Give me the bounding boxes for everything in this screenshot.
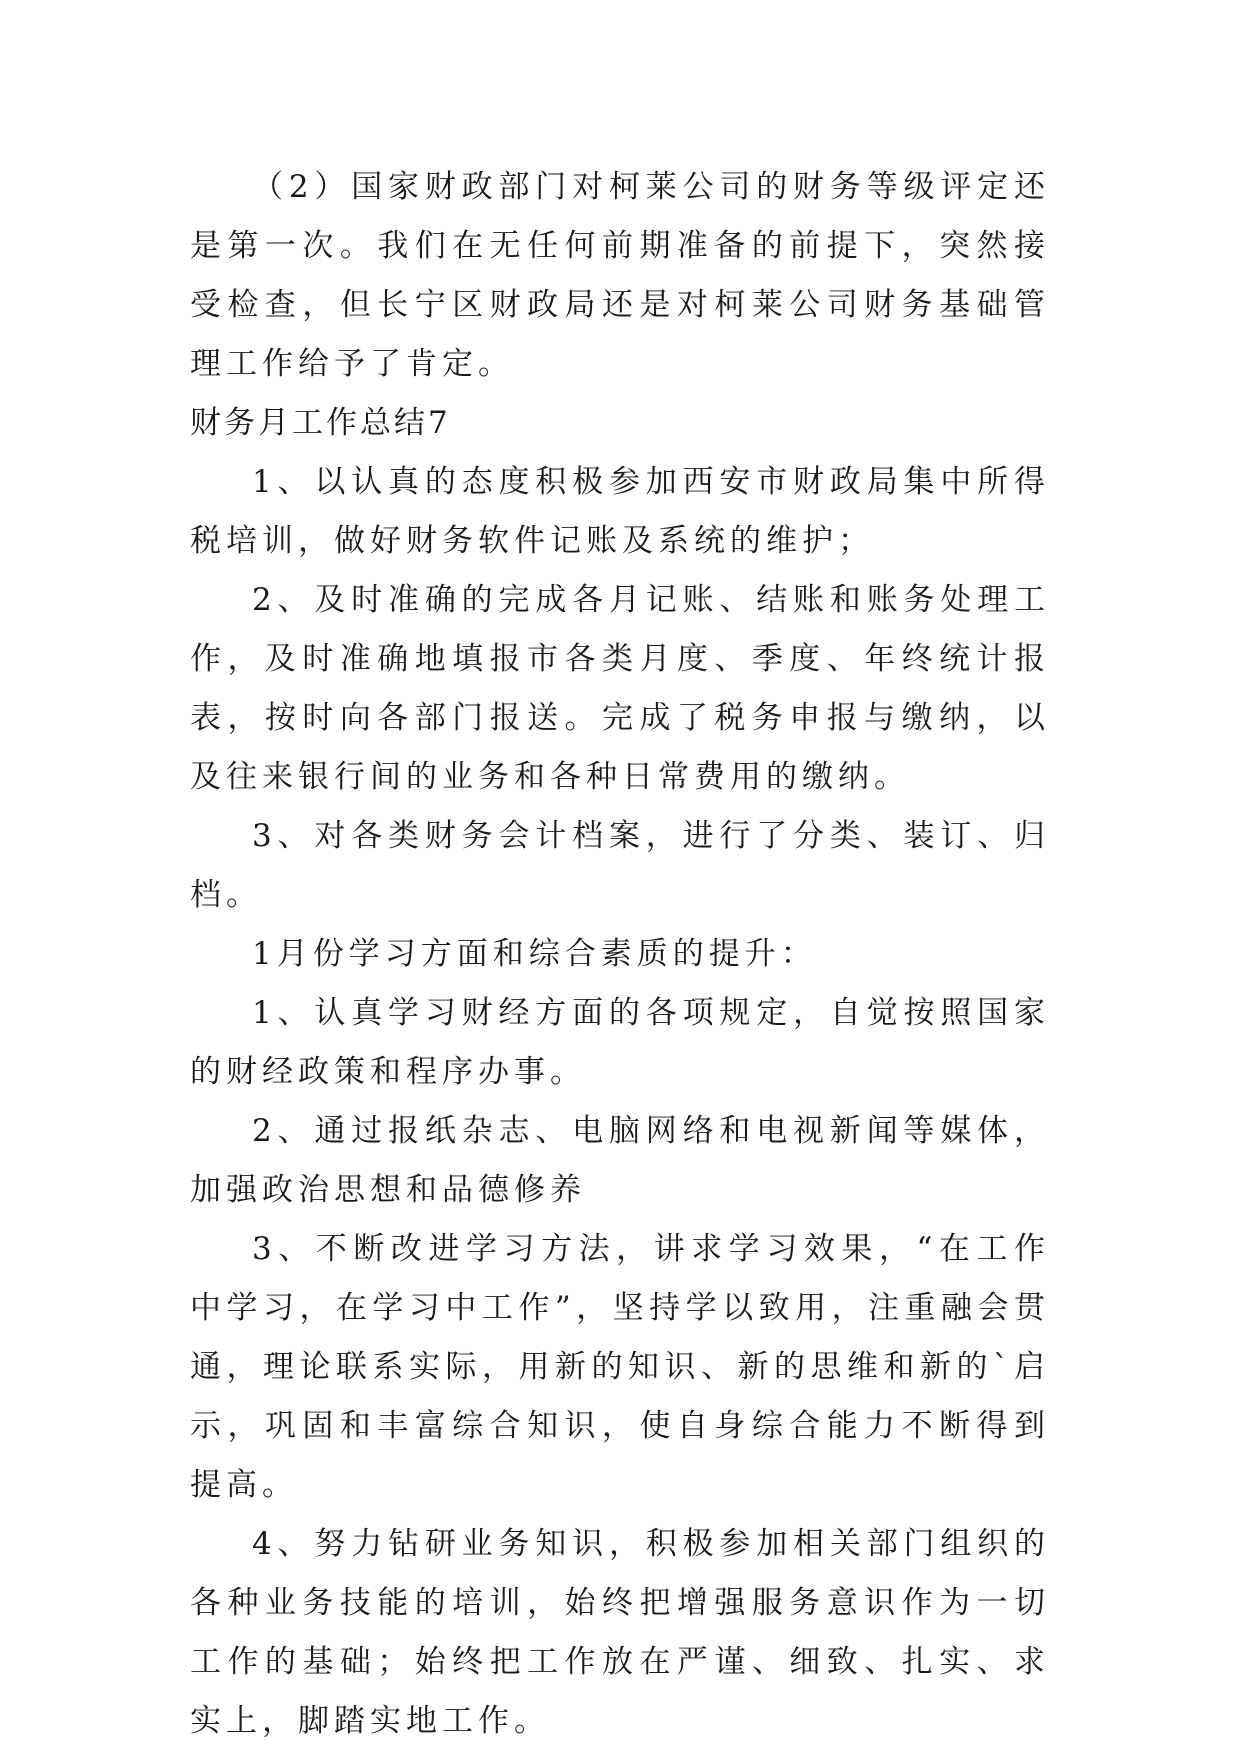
paragraph-item-1: 1、以认真的态度积极参加西安市财政局集中所得税培训，做好财务软件记账及系统的维护； (190, 464, 1050, 559)
paragraph-learning-2: 2、通过报纸杂志、电脑网络和电视新闻等媒体，加强政治思想和品德修养 (190, 1113, 1050, 1208)
document-body (190, 158, 1050, 1751)
paragraph-learning-1: 1、认真学习财经方面的各项规定，自觉按照国家的财经政策和程序办事。 (190, 995, 1050, 1090)
paragraph-rating-note: （2）国家财政部门对柯莱公司的财务等级评定还是第一次。我们在无任何前期准备的前提下，突然接受检查，但长宁区财政局还是对柯莱公司财务基础管理工作给予了肯定。 (190, 169, 1050, 382)
section-heading: 财务月工作总结7 (190, 405, 451, 441)
subheading-learning: 1月份学习方面和综合素质的提升： (252, 936, 817, 972)
paragraph-item-2: 2、及时准确的完成各月记账、结账和账务处理工作，及时准确地填报市各类月度、季度、年终统计报表，按时向各部门报送。完成了税务申报与缴纳，以及往来银行间的业务和各种日常费用的缴纳。 (190, 582, 1050, 795)
paragraph-learning-3: 3、不断改进学习方法，讲求学习效果，“在工作中学习，在学习中工作”，坚持学以致用，注重融会贯通，理论联系实际，用新的知识、新的思维和新的`启示，巩固和丰富综合知识，使自身综合能力不断得到提高。 (190, 1231, 1050, 1503)
paragraph-learning-4: 4、努力钻研业务知识，积极参加相关部门组织的各种业务技能的培训，始终把增强服务意识作为一切工作的基础；始终把工作放在严谨、细致、扎实、求实上，脚踏实地工作。 (190, 1526, 1050, 1739)
paragraph-item-3: 3、对各类财务会计档案，进行了分类、装订、归档。 (190, 818, 1050, 913)
